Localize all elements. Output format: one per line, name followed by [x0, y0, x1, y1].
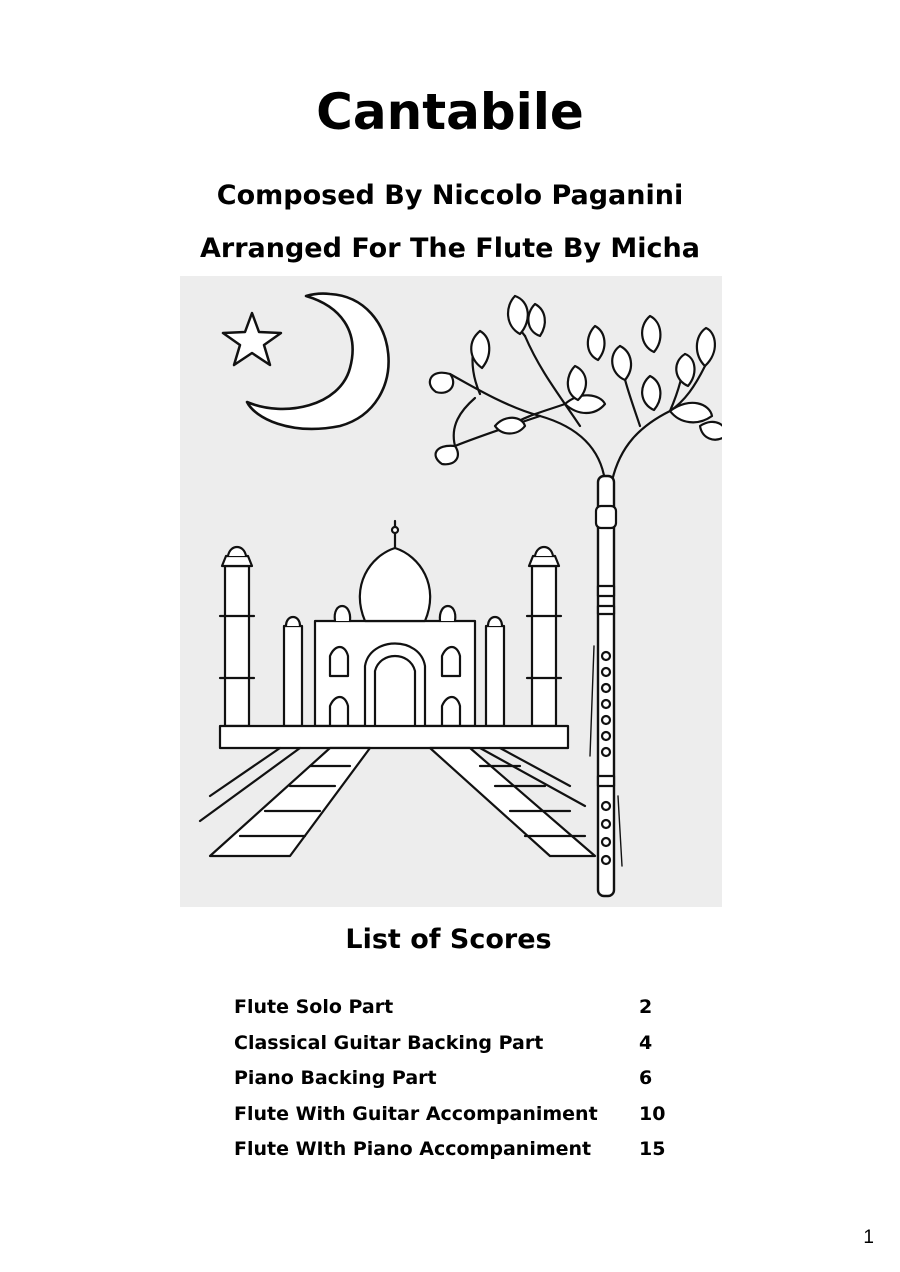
list-of-scores-heading: List of Scores	[345, 924, 552, 955]
score-list-item	[234, 1097, 684, 1133]
star-icon	[223, 313, 281, 365]
score-page-number: 4	[639, 1031, 653, 1054]
composer-line: Composed By Niccolo Paganini	[216, 180, 684, 211]
arranger-line: Arranged For The Flute By Micha	[200, 233, 700, 264]
score-page-number: 2	[639, 996, 653, 1018]
score-list-item	[234, 1026, 684, 1062]
score-page-number: 15	[639, 1138, 666, 1160]
score-list-item	[234, 1132, 684, 1168]
score-list-item	[234, 990, 684, 1026]
score-title-entry: Flute Solo Part	[234, 996, 394, 1018]
taj-mahal-icon	[200, 521, 595, 856]
score-title-entry: Piano Backing Part	[234, 1067, 437, 1089]
score-title: Cantabile	[316, 83, 584, 141]
score-page-number: 10	[639, 1102, 666, 1125]
tree-icon	[430, 296, 722, 481]
score-title-entry: Flute With Guitar Accompaniment	[234, 1102, 598, 1125]
score-title-entry: Classical Guitar Backing Part	[234, 1031, 544, 1054]
page-number: 1	[863, 1227, 874, 1248]
score-title-entry: Flute WIth Piano Accompaniment	[234, 1138, 592, 1160]
score-list	[234, 990, 684, 1168]
cover-illustration	[180, 276, 722, 907]
flute-icon	[590, 476, 622, 896]
score-page-number: 6	[639, 1067, 653, 1089]
score-list-item	[234, 1061, 684, 1097]
